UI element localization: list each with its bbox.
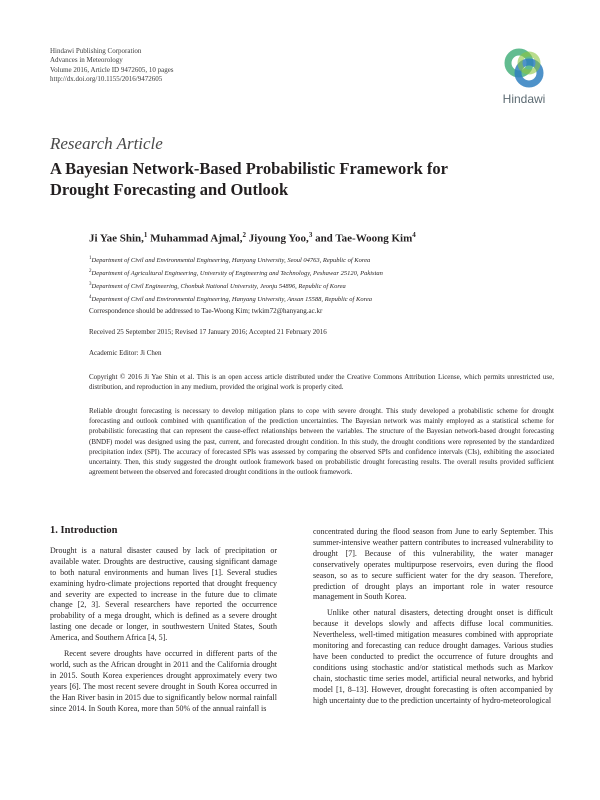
author-affil-marker: 2: [242, 231, 246, 239]
volume-info: Volume 2016, Article ID 9472605, 10 pages: [50, 65, 174, 74]
affiliation-item: $^4$Department of Civil and Environmental Engineering, Hanyang University, Ansan 15588, Republic of Korea: [89, 295, 372, 304]
body-paragraph: Unlike other natural disasters, detecting drought onset is difficult because it develops slowly and affects diffuse local communities. Nevertheless, well-timed mitigation measures combined with appropriate monitoring and forecasting can reduce drought damages. Various studies have been conducted to predict the occurrence of future droughts and conditions using stochastic and/or statistical methods such as Markov chain, stochastic time series model, artificial neural networks, and hybrid model [1, 8–13]. However, drought forecasting is often accompanied by high uncertainty due to the prediction uncertainty of hydro-meteorological: [313, 608, 553, 705]
journal-name: Advances in Meteorology: [50, 56, 123, 65]
hindawi-logo-icon: [502, 46, 546, 90]
academic-editor: Academic Editor: Ji Chen: [89, 349, 162, 357]
article-type: Research Article: [50, 134, 163, 153]
author-name: Jiyoung Yoo,: [248, 232, 309, 245]
title-line: Drought Forecasting and Outlook: [50, 180, 289, 199]
article-title: [50, 158, 520, 200]
affiliation-list: [89, 253, 383, 306]
author-list: [89, 231, 416, 245]
affiliation-item: $^3$Department of Civil Engineering, Chonbuk National University, Jeonju 54896, Republic of Korea: [89, 282, 346, 291]
left-column: [50, 526, 277, 715]
author-name: Muhammad Ajmal,: [150, 232, 243, 245]
hindawi-logo-word: Hindawi: [502, 92, 546, 106]
correspondence-line: Correspondence should be addressed to Tae-Woong Kim; twkim72@hanyang.ac.kr: [89, 307, 323, 315]
affiliation-item: $^1$Department of Civil and Environmental Engineering, Hanyang University, Seoul 04763, Republic of Korea: [89, 256, 371, 265]
body-paragraph: concentrated during the flood season from June to early September. This summer-intensive weather pattern contributes to increased vulnerability to drought [7]. Because of this vulnerability, the water manager conservatively operates multipurpose reservoirs, even during the flood season, so as to secure sufficient water for the dry season. Therefore, prediction of drought plays an important role in water resource management in South Korea.: [313, 527, 553, 602]
right-column: [313, 527, 553, 707]
affiliation-item: $^2$Department of Agricultural Engineering, University of Engineering and Technology, Peshawar 25120, Pakistan: [89, 269, 383, 278]
author-name: and Tae-Woong Kim: [315, 232, 413, 245]
author-name: Ji Yae Shin,: [89, 232, 144, 245]
section-heading: 1. Introduction: [50, 525, 118, 536]
author-affil-marker: 1: [143, 231, 148, 239]
doi-link[interactable]: http://dx.doi.org/10.1155/2016/9472605: [50, 75, 163, 84]
author-affil-marker: 3: [308, 231, 313, 239]
journal-info: [50, 47, 174, 85]
received-dates: Received 25 September 2015; Revised 17 January 2016; Accepted 21 February 2016: [89, 328, 327, 336]
title-line: A Bayesian Network-Based Probabilistic Framework for: [50, 159, 448, 178]
author-affil-marker: 4: [412, 231, 416, 239]
publisher-name: Hindawi Publishing Corporation: [50, 47, 142, 55]
copyright-notice: Copyright © 2016 Ji Yae Shin et al. This is an open access article distributed under the Creative Commons Attribution License, which permits unrestricted use, distribution, and reproduction in any medium, provided the original work is properly cited.: [89, 373, 554, 392]
hindawi-logo: [494, 46, 554, 108]
abstract: Reliable drought forecasting is necessary to develop mitigation plans to cope with severe drought. This study developed a probabilistic scheme for drought forecasting and outlook combined with quantification of the prediction uncertainties. The Bayesian network was mainly employed as a statistical scheme for probabilistic forecasting that can represent the cause-effect relationships between the variables. The structure of the Bayesian network-based drought forecasting (BNDF) model was designed using the past, current, and forecasted drought condition. In this study, the drought conditions were represented by the standardized precipitation index (SPI). The accuracy of forecasted SPIs was assessed by comparing the observed SPIs and confidence intervals (CIs), exhibiting the associated uncertainty. Then, this study suggested the drought outlook framework based on probabilistic drought forecasting results. The overall results provided sufficient agreement between the observed and forecasted drought conditions in the outlook framework.: [89, 407, 554, 477]
body-paragraph: Recent severe droughts have occurred in different parts of the world, such as the African drought in 2011 and the California drought in 2015. South Korea experiences drought approximately every two years [6]. The most recent severe drought in South Korea occurred in the Han River basin in 2015 due to significantly below normal rainfall since 2014. In South Korea, more than 50% of the annual rainfall is: [50, 649, 277, 713]
body-paragraph: Drought is a natural disaster caused by lack of precipitation or available water. Droughts are destructive, causing significant damage to both natural environments and human lives [1]. Several studies examining hydro-climate projections reported that drought frequency and severity are expected to increase in the future due to climate change [2, 3]. Several researchers have reported the occurrence probability of a mega drought, which is defined as a severe drought lasting one decade or longer, in southwestern United States, South America, and Southern Africa [4, 5].: [50, 545, 277, 643]
